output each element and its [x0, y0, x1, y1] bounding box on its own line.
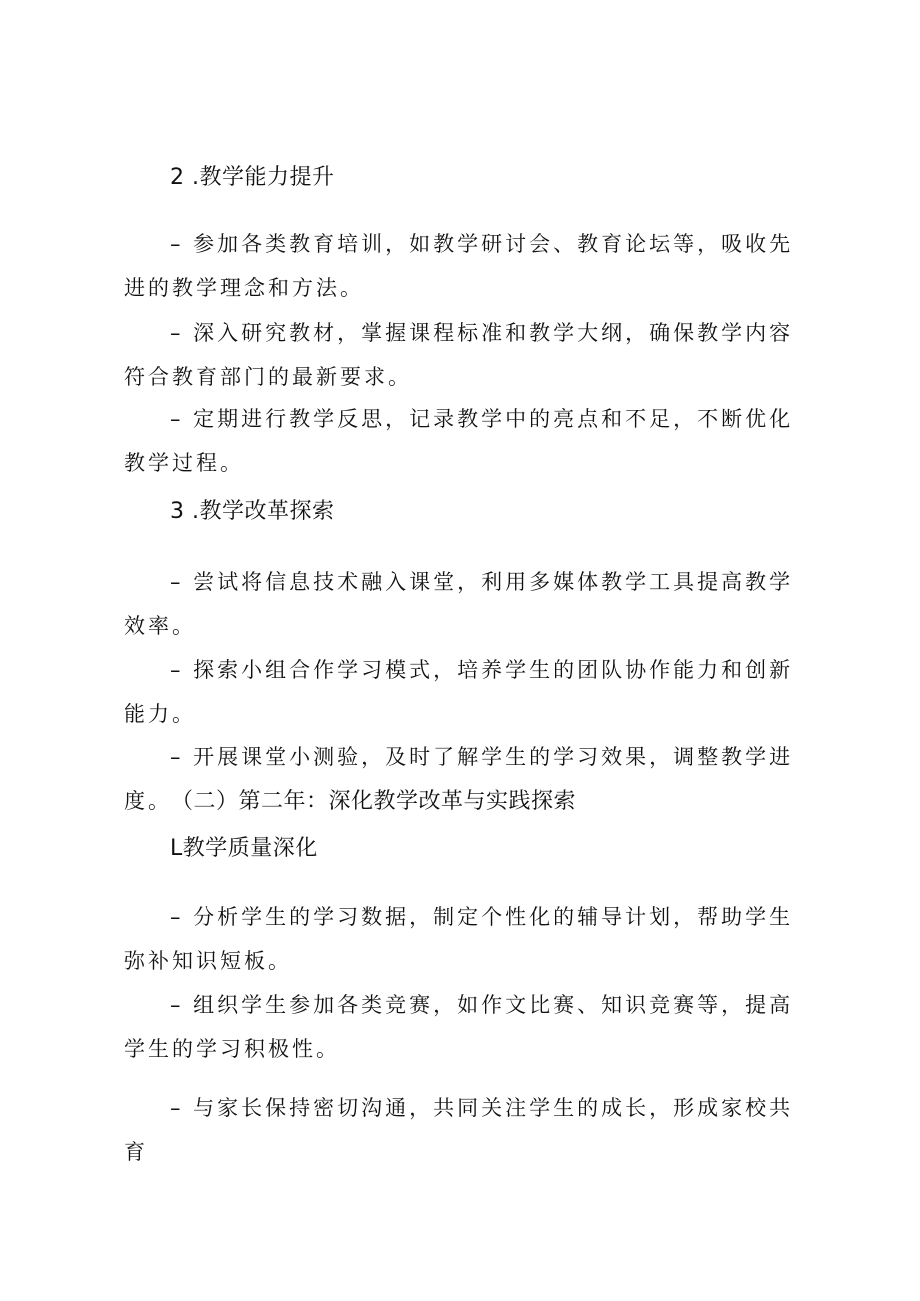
bullet-item: – 深入研究教材，掌握课程标准和教学大纲，确保教学内容符合教育部门的最新要求。	[124, 321, 794, 389]
section-heading-quality: L教学质量深化	[170, 836, 318, 861]
bullet-item: – 尝试将信息技术融入课堂，利用多媒体教学工具提高教学效率。	[124, 570, 794, 638]
section-heading-teaching-reform: 3 .教学改革探索	[170, 499, 335, 524]
bullet-item: – 与家长保持密切沟通，共同关注学生的成长，形成家校共育	[124, 1096, 794, 1164]
bullet-item: – 组织学生参加各类竞赛，如作文比赛、知识竞赛等，提高学生的学习积极性。	[124, 993, 794, 1061]
part-title-second-year: （二）第二年：深化教学改革与实践探索	[171, 789, 577, 814]
bullet-item: – 探索小组合作学习模式，培养学生的团队协作能力和创新能力。	[124, 658, 794, 726]
bullet-item: – 参加各类教育培训，如教学研讨会、教育论坛等，吸收先进的教学理念和方法。	[124, 232, 794, 300]
bullet-item: – 分析学生的学习数据，制定个性化的辅导计划，帮助学生弥补知识短板。	[124, 905, 794, 973]
section-heading-teaching-ability: 2 .教学能力提升	[170, 165, 335, 190]
bullet-item: – 定期进行教学反思，记录教学中的亮点和不足，不断优化教学过程。	[124, 407, 794, 475]
bullet-item: – 开展课堂小测验，及时了解学生的学习效果，调整教学进度。	[124, 745, 794, 813]
